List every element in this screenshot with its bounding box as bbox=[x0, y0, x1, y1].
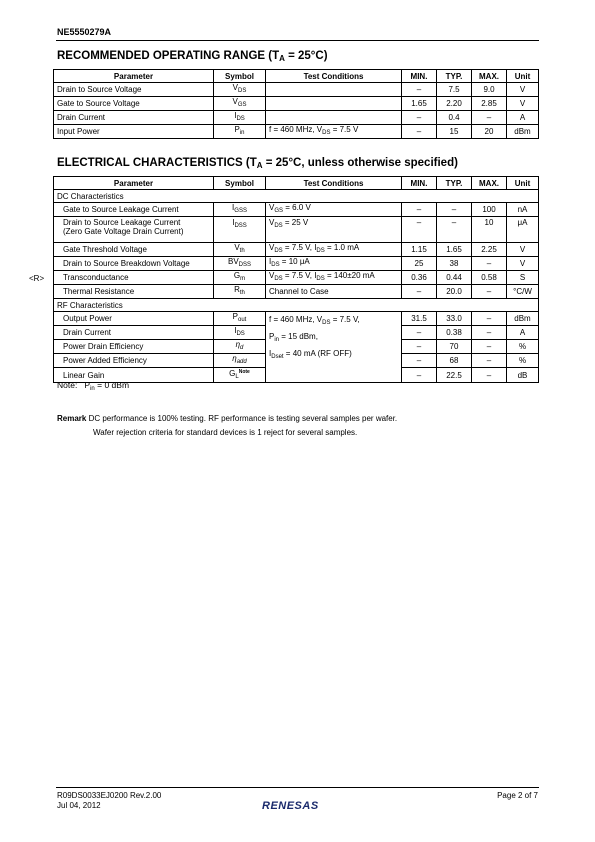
symbol-subscript: m bbox=[240, 276, 246, 282]
unit-cell: A bbox=[507, 111, 539, 125]
parameter-cell: Drain Current bbox=[54, 111, 214, 125]
symbol-base: V bbox=[232, 83, 238, 92]
condition-text: = 140±20 mA bbox=[324, 271, 375, 280]
max-cell: – bbox=[472, 111, 507, 125]
col-header: TYP. bbox=[437, 70, 472, 83]
table-header-row bbox=[54, 177, 539, 190]
symbol-subscript: DS bbox=[236, 116, 245, 122]
symbol-subscript: DSS bbox=[234, 223, 247, 229]
symbol-cell bbox=[214, 111, 266, 125]
col-header: Test Conditions bbox=[266, 177, 402, 190]
condition-cell bbox=[266, 271, 402, 285]
condition-text: Channel to Case bbox=[269, 287, 329, 296]
parameter-cell: Drain to Source Voltage bbox=[54, 83, 214, 97]
symbol-base: BV bbox=[227, 257, 239, 266]
symbol-base: G bbox=[233, 271, 241, 280]
condition-text: V bbox=[269, 271, 275, 280]
symbol-base: V bbox=[232, 97, 238, 106]
typ-cell: 20.0 bbox=[437, 285, 472, 299]
condition-cell bbox=[266, 97, 402, 111]
col-header: Unit bbox=[507, 177, 539, 190]
typ-cell: 15 bbox=[437, 125, 472, 139]
min-cell: 25 bbox=[402, 257, 437, 271]
parameter-cell: Power Added Efficiency bbox=[54, 354, 214, 368]
condition-text: = 1.0 mA bbox=[324, 243, 360, 252]
symbol-cell bbox=[214, 340, 266, 354]
symbol-base: G bbox=[229, 369, 236, 378]
unit-cell: nA bbox=[507, 203, 539, 217]
typ-cell: 2.20 bbox=[437, 97, 472, 111]
condition-text: = 25 V bbox=[282, 218, 309, 227]
condition-text: = 6.0 V bbox=[283, 203, 311, 212]
condition-subscript: DS bbox=[274, 223, 283, 229]
typ-cell: 1.65 bbox=[437, 243, 472, 257]
parameter-cell bbox=[54, 285, 214, 299]
condition-cell bbox=[266, 243, 402, 257]
typ-cell: 7.5 bbox=[437, 83, 472, 97]
min-cell: 1.15 bbox=[402, 243, 437, 257]
condition-subscript: DS bbox=[322, 130, 331, 136]
symbol-cell bbox=[214, 203, 266, 217]
condition-line bbox=[269, 313, 398, 330]
col-header: Parameter bbox=[54, 70, 214, 83]
remark-label: Remark bbox=[57, 414, 87, 423]
condition-cell bbox=[266, 83, 402, 97]
remark-block bbox=[57, 412, 397, 440]
condition-subscript: DS bbox=[322, 320, 331, 326]
condition-cell bbox=[266, 257, 402, 271]
col-header: TYP. bbox=[437, 177, 472, 190]
col-header: MAX. bbox=[472, 177, 507, 190]
col-header: MAX. bbox=[472, 70, 507, 83]
col-header: Symbol bbox=[214, 70, 266, 83]
min-cell: 31.5 bbox=[402, 312, 437, 326]
parameter-cell bbox=[54, 243, 214, 257]
condition-text: f = 460 MHz, V bbox=[269, 315, 323, 324]
table-note: Note: $P_{in} = 0$ dBm bbox=[57, 380, 130, 392]
header-divider bbox=[56, 40, 539, 41]
symbol-base: I bbox=[234, 326, 237, 335]
min-cell: – bbox=[402, 340, 437, 354]
unit-cell: % bbox=[507, 340, 539, 354]
symbol-subscript: th bbox=[239, 290, 245, 296]
symbol-cell bbox=[214, 354, 266, 368]
symbol-subscript: add bbox=[236, 359, 247, 365]
symbol-subscript: out bbox=[238, 317, 247, 323]
max-cell: 100 bbox=[472, 203, 507, 217]
condition-subscript: DS bbox=[316, 248, 325, 254]
max-cell: – bbox=[472, 285, 507, 299]
unit-cell: V bbox=[507, 97, 539, 111]
symbol-subscript: DS bbox=[236, 331, 245, 337]
max-cell: – bbox=[472, 326, 507, 340]
condition-cell bbox=[266, 285, 402, 299]
table-row bbox=[54, 111, 539, 125]
symbol-base: V bbox=[234, 243, 240, 252]
symbol-note: Note bbox=[238, 369, 250, 375]
table-row bbox=[54, 243, 539, 257]
condition-subscript: DS bbox=[316, 276, 325, 282]
parameter-cell: Input Power bbox=[54, 125, 214, 139]
typ-cell: 0.38 bbox=[437, 326, 472, 340]
symbol-subscript: DS bbox=[238, 88, 247, 94]
unit-cell: % bbox=[507, 354, 539, 368]
condition-text: = 40 mA (RF OFF) bbox=[283, 349, 352, 358]
condition-text: I bbox=[269, 257, 272, 266]
parameter-text: (Zero Gate Voltage Drain Current) bbox=[63, 227, 184, 236]
electrical-characteristics-rows bbox=[54, 190, 539, 383]
group-label: DC Characteristics bbox=[54, 190, 539, 203]
table-row bbox=[54, 312, 539, 326]
symbol-cell bbox=[214, 285, 266, 299]
recommended-range-title: RECOMMENDED OPERATING RANGE $(T_A = 25^\circ C)$ bbox=[57, 50, 328, 63]
renesas-logo: RENESAS bbox=[262, 800, 319, 812]
condition-text: P bbox=[269, 332, 275, 341]
parameter-text: Drain to Source Breakdown Voltage bbox=[63, 259, 190, 268]
parameter-text: Thermal Resistance bbox=[63, 287, 135, 296]
electrical-characteristics-table bbox=[53, 176, 539, 383]
group-row bbox=[54, 190, 539, 203]
condition-cell bbox=[266, 111, 402, 125]
symbol-base: P bbox=[234, 125, 240, 134]
table-row bbox=[54, 203, 539, 217]
symbol-cell bbox=[214, 368, 266, 383]
parameter-text: Gate Threshold Voltage bbox=[63, 245, 147, 254]
typ-cell: 68 bbox=[437, 354, 472, 368]
min-cell: – bbox=[402, 326, 437, 340]
rf-condition-cell bbox=[266, 312, 402, 383]
condition-text: = 7.5 V, I bbox=[282, 243, 317, 252]
symbol-subscript: th bbox=[239, 248, 245, 254]
condition-line bbox=[269, 347, 398, 364]
col-header: Unit bbox=[507, 70, 539, 83]
document-date: Jul 04, 2012 bbox=[57, 801, 101, 810]
parameter-cell: Output Power bbox=[54, 312, 214, 326]
max-cell: 20 bbox=[472, 125, 507, 139]
parameter-cell bbox=[54, 257, 214, 271]
remark-line: DC performance is 100% testing. RF performance is testing several samples per wafer. bbox=[86, 414, 398, 423]
min-cell: – bbox=[402, 217, 437, 243]
condition-text: V bbox=[269, 243, 275, 252]
condition-text: = 10 μA bbox=[279, 257, 310, 266]
symbol-subscript: DSS bbox=[238, 262, 251, 268]
symbol-base: η bbox=[232, 354, 237, 363]
symbol-cell bbox=[214, 125, 266, 139]
condition-text: I bbox=[269, 349, 272, 358]
col-header: Symbol bbox=[214, 177, 266, 190]
symbol-base: I bbox=[232, 218, 235, 227]
recommended-range-rows bbox=[54, 83, 539, 139]
parameter-text: Transconductance bbox=[63, 273, 129, 282]
unit-cell: S bbox=[507, 271, 539, 285]
max-cell: 2.85 bbox=[472, 97, 507, 111]
table-row bbox=[54, 83, 539, 97]
symbol-base: P bbox=[232, 312, 238, 321]
typ-cell: 38 bbox=[437, 257, 472, 271]
parameter-cell: Gate to Source Voltage bbox=[54, 97, 214, 111]
symbol-subscript: d bbox=[240, 345, 244, 351]
col-header: MIN. bbox=[402, 177, 437, 190]
min-cell: – bbox=[402, 203, 437, 217]
symbol-cell bbox=[214, 217, 266, 243]
max-cell: – bbox=[472, 340, 507, 354]
unit-cell: dBm bbox=[507, 125, 539, 139]
typ-cell: – bbox=[437, 203, 472, 217]
condition-text: f = 460 MHz, V bbox=[269, 125, 323, 134]
col-header: Test Conditions bbox=[266, 70, 402, 83]
max-cell: 0.58 bbox=[472, 271, 507, 285]
symbol-subscript: GS bbox=[237, 102, 247, 108]
footer-doc-info bbox=[57, 791, 161, 811]
symbol-cell bbox=[214, 97, 266, 111]
table-row bbox=[54, 217, 539, 243]
condition-text: V bbox=[269, 203, 275, 212]
electrical-characteristics-title: ELECTRICAL CHARACTERISTICS ($T_A = 25^\circ C$, unless otherwise specified) bbox=[57, 157, 458, 170]
parameter-cell: Drain Current bbox=[54, 326, 214, 340]
unit-cell: dB bbox=[507, 368, 539, 383]
table-row bbox=[54, 285, 539, 299]
min-cell: – bbox=[402, 125, 437, 139]
unit-cell: A bbox=[507, 326, 539, 340]
max-cell: – bbox=[472, 312, 507, 326]
min-cell: – bbox=[402, 354, 437, 368]
symbol-cell bbox=[214, 271, 266, 285]
symbol-cell bbox=[214, 257, 266, 271]
condition-cell bbox=[266, 125, 402, 139]
max-cell: – bbox=[472, 368, 507, 383]
typ-cell: 70 bbox=[437, 340, 472, 354]
condition-subscript: in bbox=[274, 337, 280, 343]
table-row bbox=[54, 97, 539, 111]
symbol-cell bbox=[214, 326, 266, 340]
table-row bbox=[54, 271, 539, 285]
condition-text: = 15 dBm, bbox=[279, 332, 318, 341]
parameter-cell: Linear Gain bbox=[54, 368, 214, 383]
unit-cell: °C/W bbox=[507, 285, 539, 299]
condition-subscript: DS bbox=[274, 248, 283, 254]
col-header: Parameter bbox=[54, 177, 214, 190]
condition-text: V bbox=[269, 218, 275, 227]
typ-cell: 0.4 bbox=[437, 111, 472, 125]
symbol-base: I bbox=[234, 111, 237, 120]
min-cell: – bbox=[402, 368, 437, 383]
condition-text: = 7.5 V bbox=[330, 125, 359, 134]
remark-line: Wafer rejection criteria for standard devices is 1 reject for several samples. bbox=[93, 428, 358, 437]
symbol-subscript: GSS bbox=[234, 208, 247, 214]
typ-cell: – bbox=[437, 217, 472, 243]
max-cell: 2.25 bbox=[472, 243, 507, 257]
unit-cell: dBm bbox=[507, 312, 539, 326]
symbol-subscript: L bbox=[235, 374, 239, 380]
condition-subscript: DS bbox=[274, 276, 283, 282]
symbol-cell bbox=[214, 312, 266, 326]
group-row bbox=[54, 299, 539, 312]
symbol-cell bbox=[214, 243, 266, 257]
group-label: RF Characteristics bbox=[54, 299, 539, 312]
footer-divider bbox=[56, 787, 539, 788]
parameter-cell bbox=[54, 217, 214, 243]
min-cell: – bbox=[402, 285, 437, 299]
parameter-cell bbox=[54, 203, 214, 217]
unit-cell: V bbox=[507, 83, 539, 97]
condition-line bbox=[269, 330, 398, 347]
condition-text: = 7.5 V, bbox=[330, 315, 360, 324]
page-number: Page 2 of 7 bbox=[497, 791, 538, 800]
min-cell: 1.65 bbox=[402, 97, 437, 111]
symbol-cell bbox=[214, 83, 266, 97]
max-cell: 9.0 bbox=[472, 83, 507, 97]
condition-cell bbox=[266, 217, 402, 243]
condition-text: = 7.5 V, I bbox=[282, 271, 317, 280]
parameter-cell: Power Drain Efficiency bbox=[54, 340, 214, 354]
parameter-text: Drain to Source Leakage Current bbox=[63, 218, 181, 227]
typ-cell: 0.44 bbox=[437, 271, 472, 285]
min-cell: – bbox=[402, 111, 437, 125]
min-cell: – bbox=[402, 83, 437, 97]
table-row bbox=[54, 125, 539, 139]
condition-subscript: GS bbox=[274, 208, 284, 214]
symbol-base: I bbox=[232, 203, 235, 212]
condition-subscript: DS bbox=[271, 262, 280, 268]
typ-cell: 22.5 bbox=[437, 368, 472, 383]
typ-cell: 33.0 bbox=[437, 312, 472, 326]
unit-cell: V bbox=[507, 243, 539, 257]
max-cell: – bbox=[472, 354, 507, 368]
parameter-cell bbox=[54, 271, 214, 285]
symbol-base: η bbox=[235, 340, 241, 349]
col-header: MIN. bbox=[402, 70, 437, 83]
condition-subscript: Dset bbox=[271, 354, 284, 360]
symbol-base: R bbox=[234, 285, 240, 294]
max-cell: 10 bbox=[472, 217, 507, 243]
parameter-text: Gate to Source Leakage Current bbox=[63, 205, 179, 214]
document-number: R09DS0033EJ0200 Rev.2.00 bbox=[57, 791, 162, 800]
max-cell: – bbox=[472, 257, 507, 271]
table-header-row bbox=[54, 70, 539, 83]
unit-cell: μA bbox=[507, 217, 539, 243]
recommended-range-table bbox=[53, 69, 539, 139]
document-title: NE5550279A bbox=[57, 27, 112, 37]
unit-cell: V bbox=[507, 257, 539, 271]
min-cell: 0.36 bbox=[402, 271, 437, 285]
revision-mark: <R> bbox=[29, 274, 45, 283]
table-row bbox=[54, 257, 539, 271]
condition-cell bbox=[266, 203, 402, 217]
symbol-subscript: in bbox=[239, 130, 245, 136]
